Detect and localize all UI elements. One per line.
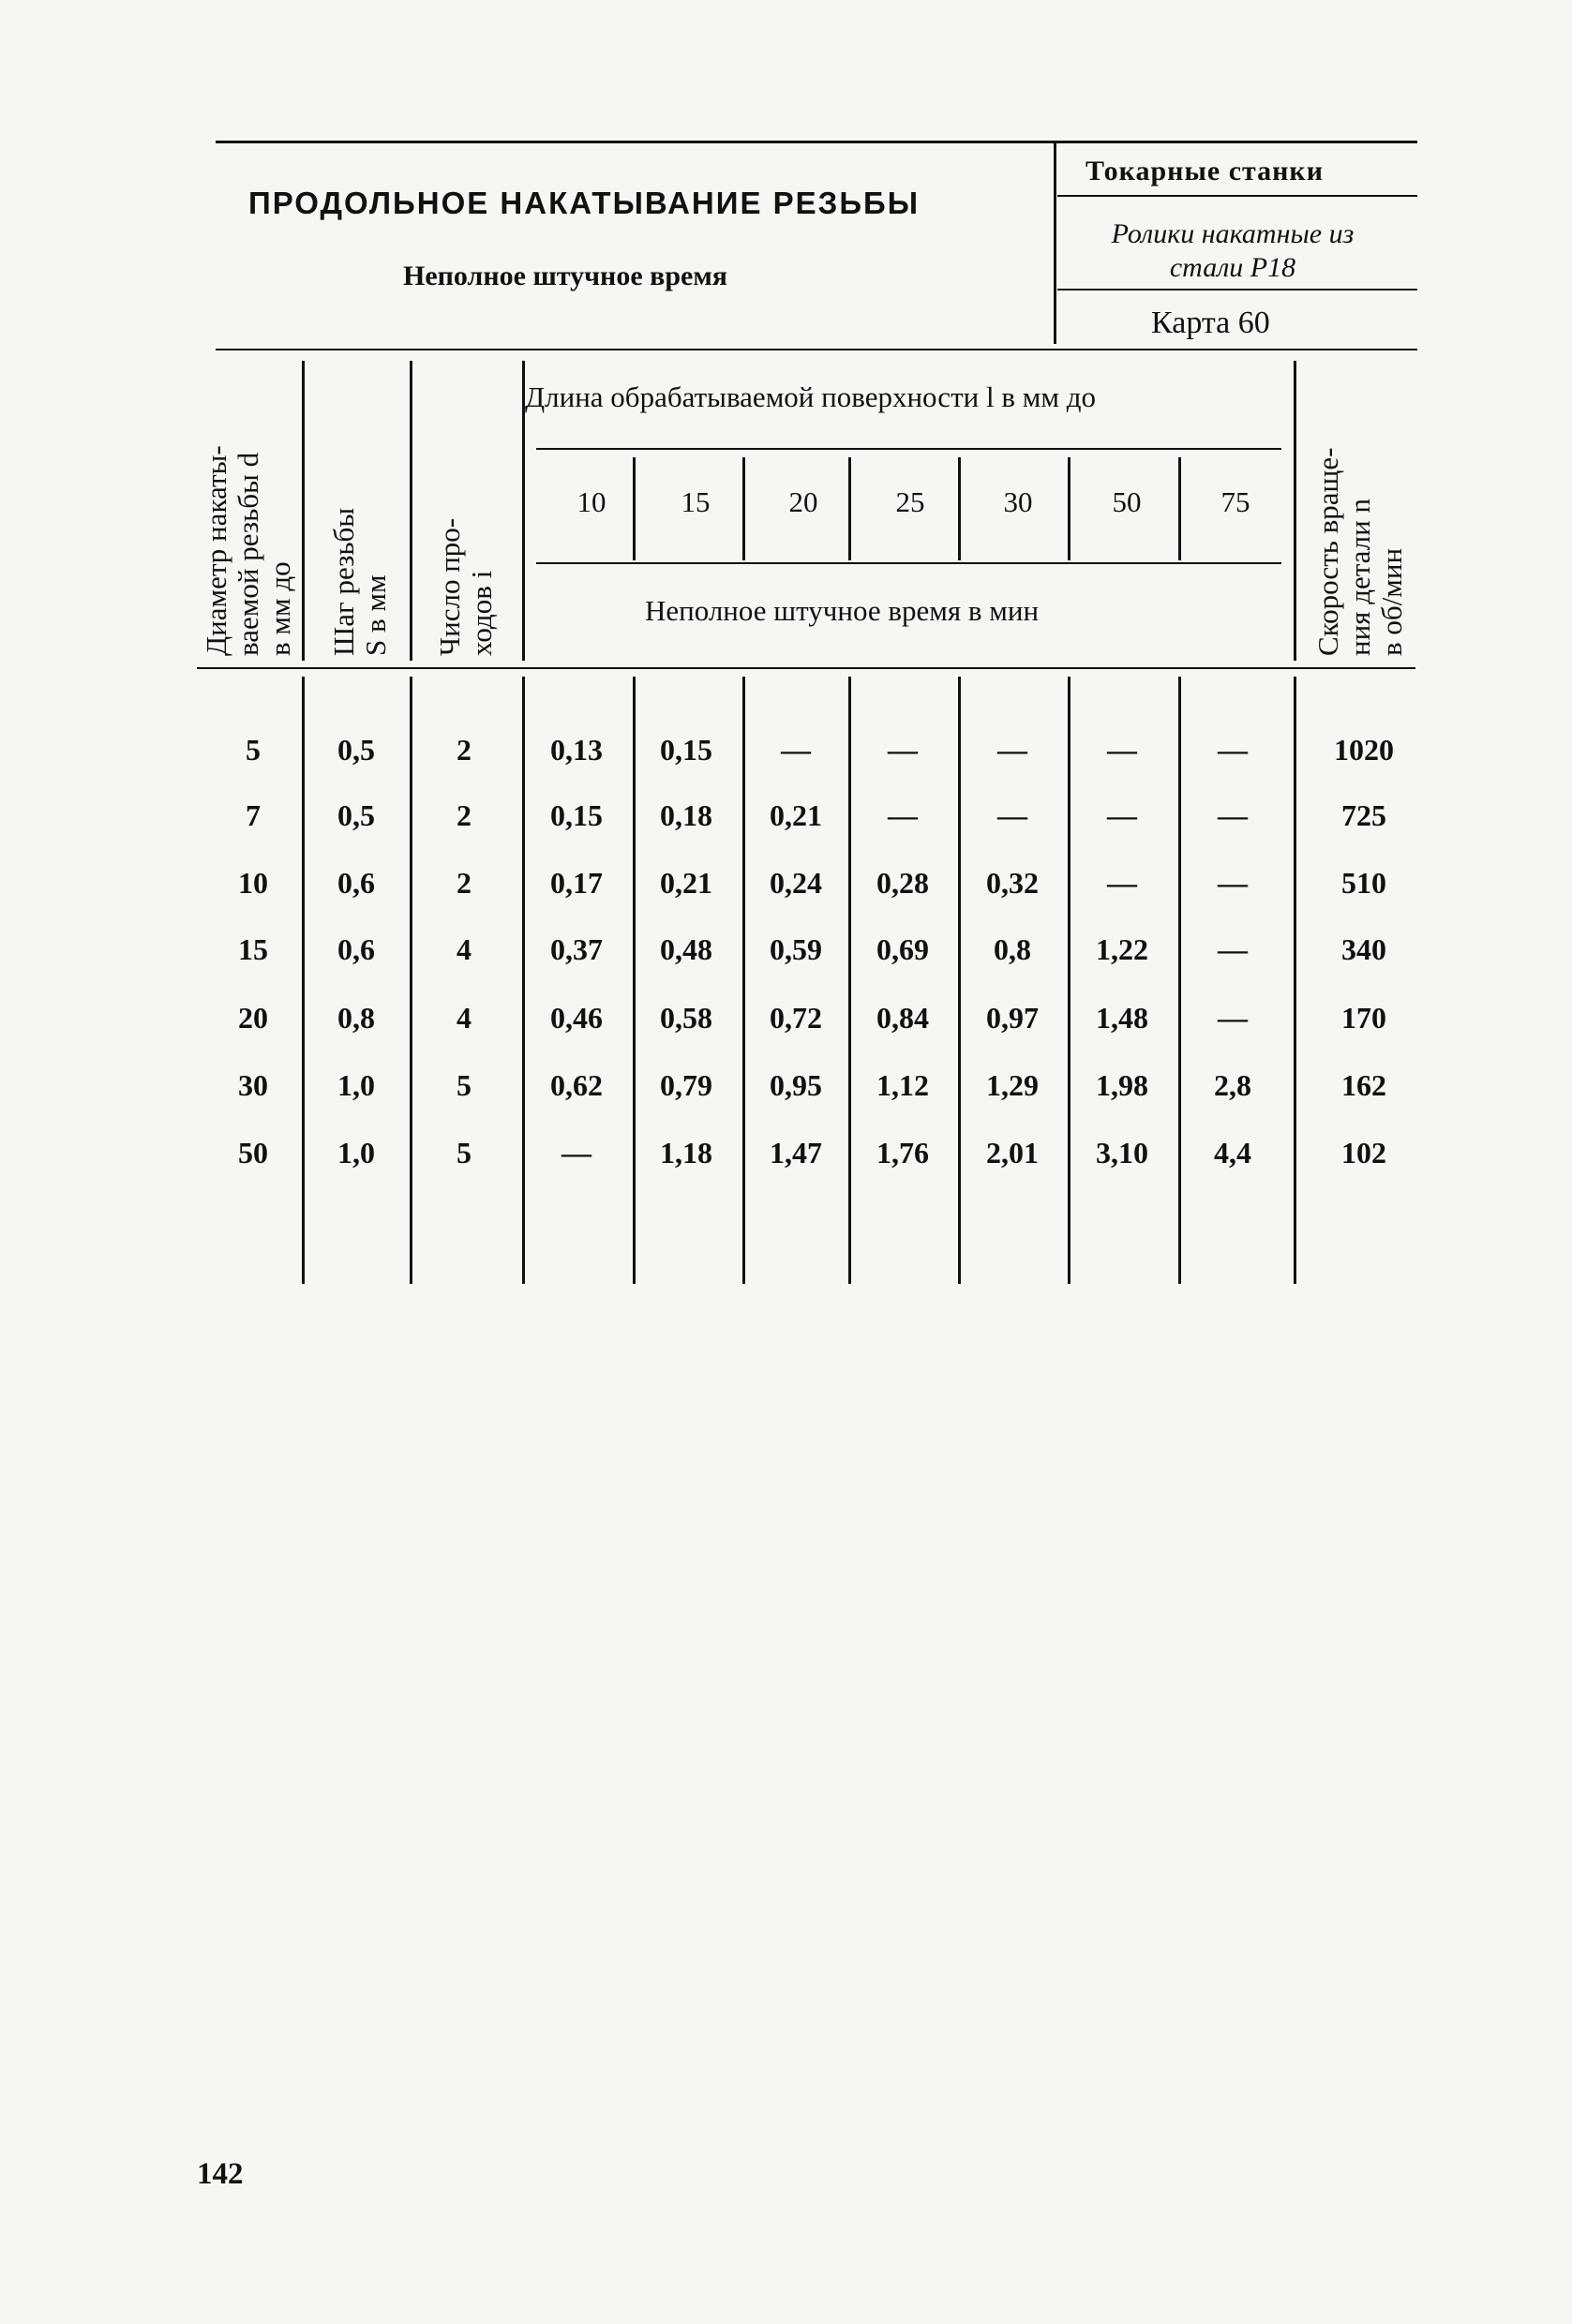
table-cell: 170: [1341, 1001, 1386, 1035]
body-column-line: [522, 677, 525, 1284]
page-number: 142: [197, 2157, 244, 2191]
table-cell: —: [561, 1136, 591, 1169]
table-cell: 340: [1341, 932, 1386, 966]
table-cell: 102: [1341, 1136, 1386, 1169]
table-cell: 0,69: [876, 932, 929, 966]
table-cell: 7: [246, 798, 261, 832]
table-cell: 30: [238, 1068, 268, 1102]
table-cell: 3,10: [1096, 1136, 1148, 1169]
table-cell: 0,18: [660, 798, 712, 832]
tool-rule: [1057, 289, 1417, 290]
table-cell: —: [997, 733, 1027, 767]
col-sep-1: [302, 361, 305, 661]
table-cell: 2: [457, 798, 472, 832]
table-cell: 20: [238, 1001, 268, 1035]
table-cell: 0,48: [660, 932, 712, 966]
table-cell: 10: [238, 866, 268, 900]
table-cell: 2: [457, 866, 472, 900]
subcol-separator: [1178, 457, 1181, 560]
table-cell: 4: [457, 932, 472, 966]
time-header: Неполное штучное время в мин: [645, 594, 1040, 627]
body-column-line: [848, 677, 851, 1284]
table-cell: 0,58: [660, 1001, 712, 1035]
header-top-rule: [216, 141, 1417, 143]
diameter-header: Диаметр накаты- ваемой резьбы d в мм до: [200, 445, 296, 656]
table-cell: 5: [246, 733, 261, 767]
table-cell: —: [997, 798, 1027, 832]
table-cell: 5: [457, 1136, 472, 1169]
subcol-separator: [633, 457, 636, 560]
body-column-line: [410, 677, 412, 1284]
table-cell: 1,0: [337, 1136, 375, 1169]
table-cell: 2: [457, 733, 472, 767]
body-column-line: [1178, 677, 1181, 1284]
table-cell: 725: [1341, 798, 1386, 832]
tool-description: Ролики накатные из стали Р18: [1111, 218, 1355, 283]
table-cell: —: [1107, 866, 1137, 900]
table-cell: 162: [1341, 1068, 1386, 1102]
table-cell: —: [1218, 1001, 1248, 1035]
table-cell: 0,37: [550, 932, 603, 966]
table-cell: 0,21: [660, 866, 712, 900]
table-cell: —: [1107, 798, 1137, 832]
table-cell: 1,0: [337, 1068, 375, 1102]
passes-header: Число про- ходов i: [433, 517, 498, 656]
table-cell: 1,76: [876, 1136, 929, 1169]
body-column-line: [302, 677, 305, 1284]
body-column-line: [742, 677, 745, 1284]
table-cell: 0,97: [986, 1001, 1039, 1035]
pitch-header: Шаг резьбы S в мм: [327, 507, 392, 656]
table-cell: 510: [1341, 866, 1386, 900]
table-cell: —: [1218, 932, 1248, 966]
table-cell: 50: [238, 1136, 268, 1169]
table-cell: 0,46: [550, 1001, 603, 1035]
length-header: Длина обрабатываемой поверхности l в мм до: [525, 380, 1096, 413]
length-value-30: 30: [1003, 485, 1033, 518]
table-cell: 0,95: [770, 1068, 822, 1102]
table-cell: —: [888, 798, 918, 832]
table-cell: 4,4: [1214, 1136, 1251, 1169]
table-cell: 0,5: [337, 733, 375, 767]
col-sep-2: [410, 361, 412, 661]
table-cell: —: [1107, 733, 1137, 767]
table-cell: 1020: [1334, 733, 1394, 767]
table-cell: 4: [457, 1001, 472, 1035]
table-cell: 0,6: [337, 866, 375, 900]
body-column-line: [633, 677, 636, 1284]
table-cell: 0,6: [337, 932, 375, 966]
table-cell: 0,13: [550, 733, 603, 767]
length-value-15: 15: [681, 485, 711, 518]
subcol-separator: [742, 457, 745, 560]
subcol-separator: [848, 457, 851, 560]
col-sep-4: [1294, 361, 1296, 661]
length-value-20: 20: [788, 485, 818, 518]
table-cell: 2,01: [986, 1136, 1039, 1169]
table-cell: 0,21: [770, 798, 822, 832]
table-cell: 0,15: [660, 733, 712, 767]
header-bottom-rule: [216, 349, 1417, 350]
subcol-separator: [958, 457, 961, 560]
table-cell: —: [1218, 733, 1248, 767]
table-cell: —: [888, 733, 918, 767]
table-cell: 1,48: [1096, 1001, 1148, 1035]
table-cell: 0,8: [337, 1001, 375, 1035]
table-cell: 1,29: [986, 1068, 1039, 1102]
table-cell: 0,28: [876, 866, 929, 900]
length-rule: [536, 448, 1281, 450]
subcol-separator: [1068, 457, 1070, 560]
table-cell: 0,8: [994, 932, 1031, 966]
card-number: Карта 60: [1151, 305, 1270, 340]
table-cell: 1,98: [1096, 1068, 1148, 1102]
header-divider: [1054, 142, 1056, 344]
table-cell: —: [781, 733, 811, 767]
table-cell: 0,15: [550, 798, 603, 832]
table-cell: 1,22: [1096, 932, 1148, 966]
body-column-line: [1068, 677, 1070, 1284]
page-title: ПРОДОЛЬНОЕ НАКАТЫВАНИЕ РЕЗЬБЫ: [248, 186, 921, 220]
page-subtitle: Неполное штучное время: [403, 261, 728, 291]
length-value-10: 10: [576, 485, 606, 518]
body-column-line: [1294, 677, 1296, 1284]
table-cell: 0,32: [986, 866, 1039, 900]
length-value-75: 75: [1220, 485, 1250, 518]
table-cell: 0,17: [550, 866, 603, 900]
table-cell: 2,8: [1214, 1068, 1251, 1102]
speed-header: Скорость враще- ния детали n в об/мин: [1311, 447, 1408, 656]
table-cell: 0,79: [660, 1068, 712, 1102]
table-header-bottom-rule: [197, 667, 1415, 669]
table-cell: —: [1218, 798, 1248, 832]
table-cell: 5: [457, 1068, 472, 1102]
table-cell: 0,62: [550, 1068, 603, 1102]
table-cell: 0,24: [770, 866, 822, 900]
machines-rule: [1057, 195, 1417, 197]
length-value-50: 50: [1112, 485, 1142, 518]
subcol-bottom-rule: [536, 562, 1281, 564]
table-cell: 0,72: [770, 1001, 822, 1035]
table-cell: 0,84: [876, 1001, 929, 1035]
table-cell: 0,5: [337, 798, 375, 832]
length-value-25: 25: [895, 485, 925, 518]
table-cell: 0,59: [770, 932, 822, 966]
table-cell: 1,18: [660, 1136, 712, 1169]
body-column-line: [958, 677, 961, 1284]
table-cell: 15: [238, 932, 268, 966]
table-cell: 1,47: [770, 1136, 822, 1169]
machine-type: Токарные станки: [1085, 156, 1324, 186]
table-cell: 1,12: [876, 1068, 929, 1102]
table-cell: —: [1218, 866, 1248, 900]
